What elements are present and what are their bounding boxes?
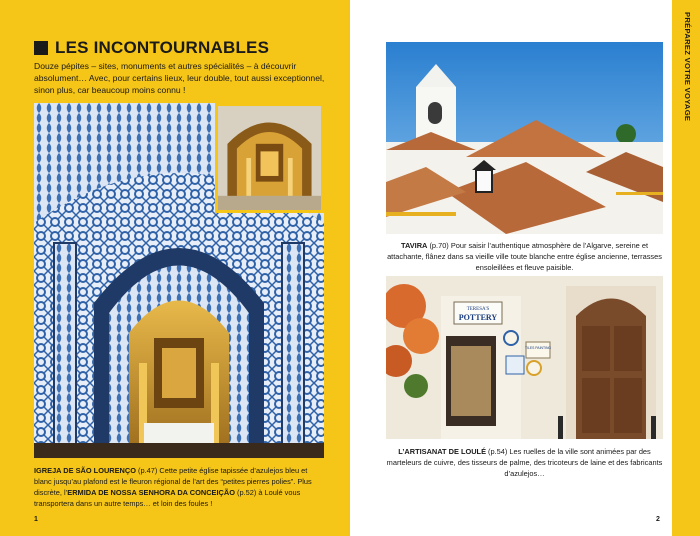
tile-sign-text: TILES PAINTING — [524, 346, 552, 350]
page-number-left: 1 — [34, 516, 38, 523]
section-title-row — [34, 38, 269, 58]
loule-pottery-shop-photo — [386, 276, 663, 439]
caption-text-loule: (p.54) Les ruelles de la ville sont animées par des marteleurs de cuivre, des tisseurs de palme, des tricoteurs de laine et des fabricants d’azulejos… — [386, 447, 663, 478]
chapel-inset-photo — [215, 103, 324, 213]
caption-place-name: IGREJA DE SÃO LOURENÇO — [34, 466, 136, 475]
left-caption — [34, 465, 324, 509]
caption-place-tavira: TAVIRA — [400, 241, 428, 250]
loule-caption — [386, 446, 663, 479]
intro-text: Douze pépites – sites, monuments et autres spécialités – à découvrir absolument… Avec, pour certains lieux, leur double, tout aussi exceptionnel, sinon plus, car beaucoup moins connu ! — [34, 61, 325, 96]
chapter-side-label: PRÉPAREZ VOTRE VOYAGE — [683, 12, 692, 122]
shop-sign-pottery: POTTERY — [458, 313, 498, 322]
shop-sign-teresas: TERESA'S — [466, 307, 490, 312]
section-title: LES INCONTOURNABLES — [55, 38, 270, 57]
caption-place-name-2: ERMIDA DE NOSSA SENHORA DA CONCEIÇÃO — [67, 488, 235, 497]
tavira-caption — [386, 240, 663, 273]
tavira-rooftops-photo — [386, 42, 663, 234]
caption-text-tavira: (p.70) Pour saisir l’authentique atmosphère de l’Algarve, sereine et attachante, flânez dans sa vieille ville toute blanche entre église ancienne, terrasses ensoleillées et fleuve paisible. — [387, 241, 662, 272]
square-bullet-icon — [34, 41, 48, 55]
caption-text-1: (p.47) Cette petite église tapissée d’azulejos bleu et blanc jusqu’au plafond est le fleuron régional de l’art des “petites pierres polies”. Plus discrète, l’ — [34, 466, 312, 497]
caption-text-2: (p.52) à Loulé vous transportera dans un autre temps… et loin des foules ! — [34, 488, 301, 508]
page-number-right: 2 — [656, 516, 660, 523]
right-page — [350, 0, 700, 536]
caption-place-loule: L’ARTISANAT DE LOULÉ — [398, 447, 486, 456]
